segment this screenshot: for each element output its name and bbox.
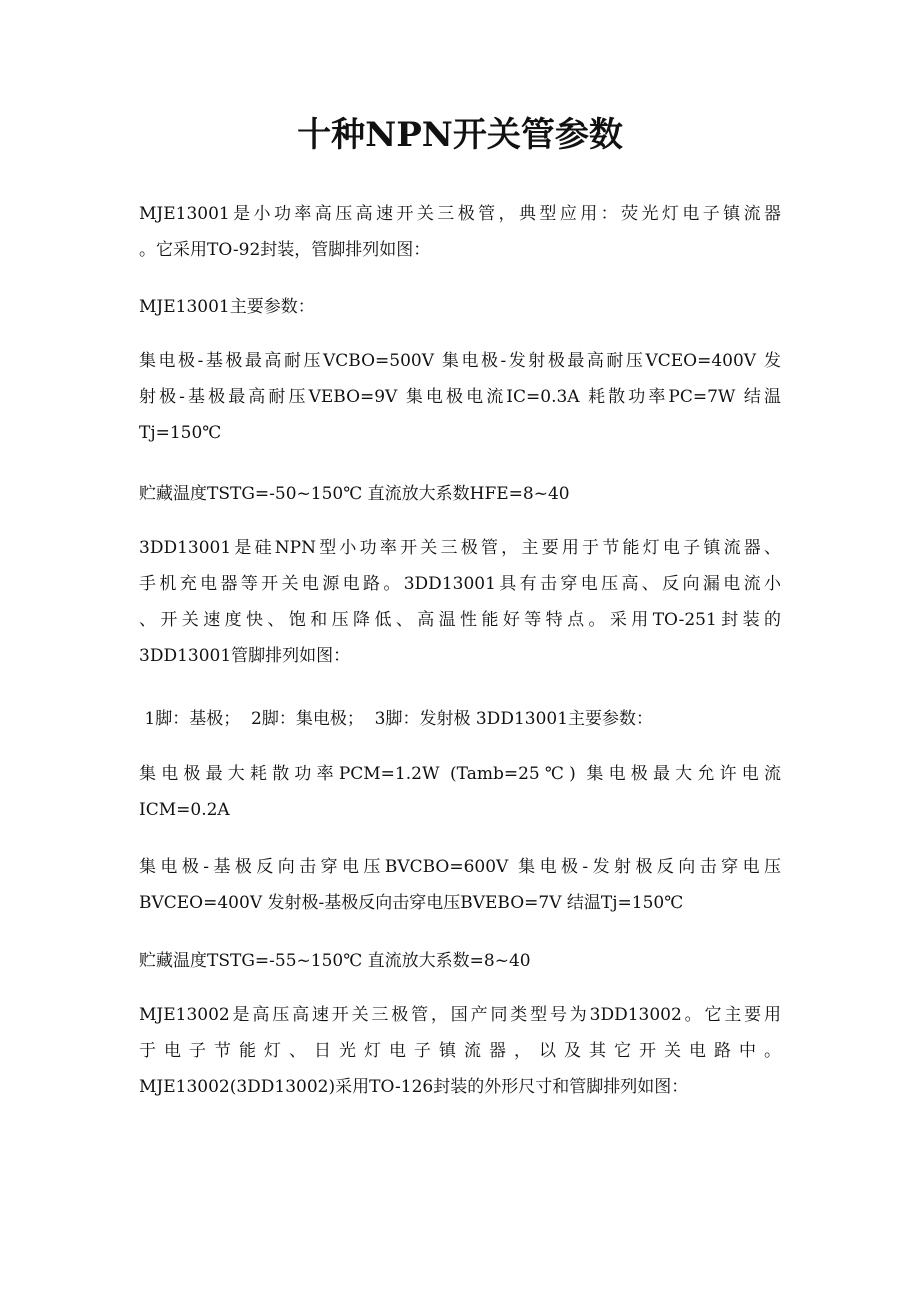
text-line: 1脚：基极； 2脚：集电极； 3脚：发射极 3DD13001主要参数： <box>139 709 654 729</box>
paragraph-mje13001-params-heading <box>139 289 781 325</box>
text-line: MJE13001是小功率高压高速开关三极管，典型应用：荧光灯电子镇流器 <box>139 204 781 224</box>
text-line: 集电极-基极反向击穿电压BVCBO=600V 集电极-发射极反向击穿电压 <box>139 857 781 877</box>
document-title: 十种NPN开关管参数 <box>297 115 623 155</box>
text-line: Tj=150℃ <box>139 423 222 443</box>
text-line: 。它采用TO-92封装，管脚排列如图： <box>139 240 431 260</box>
paragraph-mje13001-params <box>139 343 781 451</box>
text-line: MJE13002(3DD13002)采用TO-126封装的外形尺寸和管脚排列如图： <box>139 1077 689 1097</box>
paragraph-mje13002-intro <box>139 997 781 1105</box>
paragraph-3dd13001-breakdown <box>139 849 781 921</box>
text-line: 于电子节能灯、日光灯电子镇流器，以及其它开关电路中。 <box>139 1041 781 1061</box>
paragraph-mje13001-storage <box>139 476 781 512</box>
text-line: BVCEO=400V 发射极-基极反向击穿电压BVEBO=7V 结温Tj=150℃ <box>139 893 684 913</box>
text-line: 、开关速度快、饱和压降低、高温性能好等特点。采用TO-251封装的 <box>139 610 781 630</box>
paragraph-3dd13001-pins <box>139 701 781 737</box>
paragraph-3dd13001-power <box>139 756 781 828</box>
text-line: 集电极最大耗散功率PCM=1.2W (Tamb=25℃) 集电极最大允许电流 <box>139 764 781 784</box>
paragraph-3dd13001-intro <box>139 530 781 674</box>
text-line: 手机充电器等开关电源电路。3DD13001具有击穿电压高、反向漏电流小 <box>139 574 781 594</box>
text-line: 3DD13001管脚排列如图： <box>139 646 351 666</box>
text-line: MJE13002是高压高速开关三极管，国产同类型号为3DD13002。它主要用 <box>139 1005 781 1025</box>
text-line: ICM=0.2A <box>139 800 230 820</box>
paragraph-3dd13001-storage <box>139 943 781 979</box>
paragraph-mje13001-intro <box>139 196 781 268</box>
text-line: 集电极-基极最高耐压VCBO=500V 集电极-发射极最高耐压VCEO=400V 发 <box>139 351 781 371</box>
text-line: 贮藏温度TSTG=-55~150℃ 直流放大系数=8~40 <box>139 951 531 971</box>
text-line: MJE13001主要参数： <box>139 297 315 317</box>
text-line: 贮藏温度TSTG=-50~150℃ 直流放大系数HFE=8~40 <box>139 484 570 504</box>
text-line: 3DD13001是硅NPN型小功率开关三极管，主要用于节能灯电子镇流器、 <box>139 538 781 558</box>
text-line: 射极-基极最高耐压VEBO=9V 集电极电流IC=0.3A 耗散功率PC=7W 结温 <box>139 387 781 407</box>
